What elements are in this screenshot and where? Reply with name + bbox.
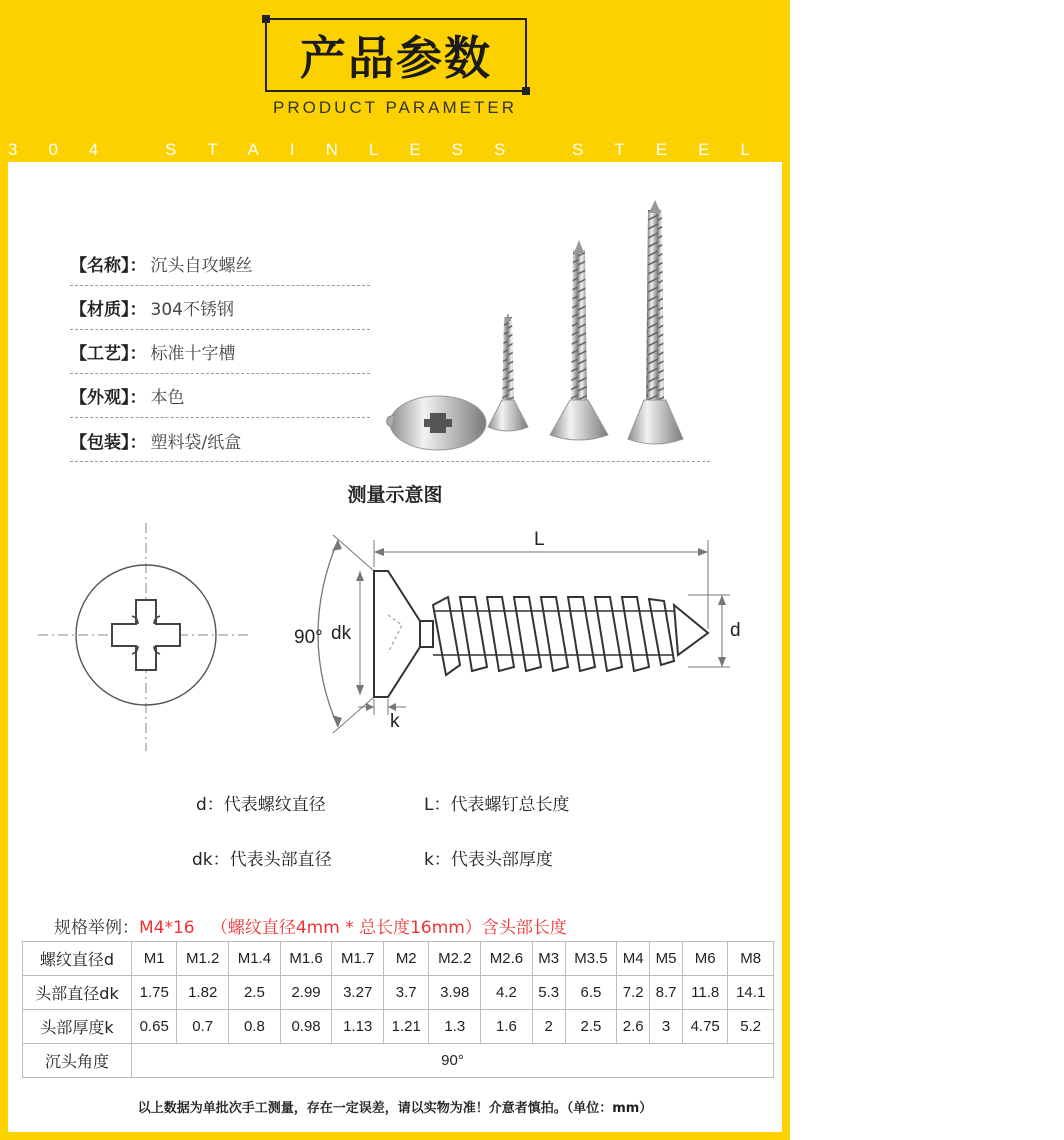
screw-head-side (374, 571, 420, 697)
property-key: 【工艺】： (70, 344, 147, 364)
d-label: d (730, 620, 741, 641)
title-box (265, 18, 527, 92)
table-cell: M6 (682, 942, 727, 976)
table-cell: 11.8 (682, 976, 727, 1010)
table-cell: M3.5 (565, 942, 617, 976)
table-cell: 2.5 (565, 1010, 617, 1044)
property-row (70, 418, 370, 462)
table-cell: 3 (650, 1010, 683, 1044)
property-row (70, 330, 370, 374)
legend-L: L：代表螺钉总长度 (424, 795, 570, 815)
table-cell: 4.75 (682, 1010, 727, 1044)
table-cell: 4.2 (481, 976, 533, 1010)
table-cell: 2.5 (229, 976, 281, 1010)
table-cell: 5.2 (728, 1010, 774, 1044)
table-cell: M1.4 (229, 942, 281, 976)
table-cell: 0.65 (132, 1010, 177, 1044)
table-cell: 0.8 (229, 1010, 281, 1044)
angle-cell: 90° (132, 1044, 774, 1078)
spec-example-prefix: 规格举例： (54, 918, 139, 938)
table-cell: M1.7 (332, 942, 384, 976)
page-title: 产品参数 (300, 31, 492, 85)
table-cell: 1.13 (332, 1010, 384, 1044)
property-value: 沉头自攻螺丝 (150, 256, 253, 276)
cross-slot-icon (112, 600, 180, 670)
spec-example-note: （螺纹直径4mm * 总长度16mm）含头部长度 (210, 918, 567, 938)
table-cell: M2.2 (429, 942, 481, 976)
table-cell: 1.21 (384, 1010, 429, 1044)
screws-photo (378, 195, 708, 460)
table-cell: 2.6 (617, 1010, 650, 1044)
page-subtitle: PRODUCT PARAMETER (272, 98, 517, 117)
property-key: 【材质】： (70, 300, 147, 320)
spec-example (54, 913, 567, 938)
row-header: 螺纹直径d (23, 942, 132, 976)
measurement-diagram (28, 515, 748, 760)
table-cell: M1.2 (177, 942, 229, 976)
dk-label: dk (331, 623, 352, 644)
property-value: 304不锈钢 (150, 300, 234, 320)
property-value: 本色 (150, 388, 185, 408)
table-cell: 8.7 (650, 976, 683, 1010)
row-header: 头部直径dk (23, 976, 132, 1010)
table-cell: 2 (532, 1010, 565, 1044)
table-cell: 3.7 (384, 976, 429, 1010)
table-cell: M1.6 (280, 942, 332, 976)
legend-k: k：代表头部厚度 (424, 850, 553, 870)
spec-example-value: M4*16 (139, 918, 195, 938)
table-cell: 1.6 (481, 1010, 533, 1044)
table-cell: 1.75 (132, 976, 177, 1010)
row-header: 头部厚度k (23, 1010, 132, 1044)
table-cell: M3 (532, 942, 565, 976)
property-key: 【名称】： (70, 256, 147, 276)
table-cell: M2 (384, 942, 429, 976)
property-value: 塑料袋/纸盒 (150, 432, 242, 453)
table-cell: 1.3 (429, 1010, 481, 1044)
table-cell: 3.98 (429, 976, 481, 1010)
row-header: 沉头角度 (23, 1044, 132, 1078)
table-cell: M8 (728, 942, 774, 976)
table-row (23, 1010, 774, 1044)
spec-table (22, 941, 774, 1078)
table-row (23, 942, 774, 976)
property-row (70, 242, 370, 286)
thread-body (433, 597, 708, 675)
table-cell: M4 (617, 942, 650, 976)
angle-label: 90° (294, 627, 323, 648)
legend-d: d：代表螺纹直径 (196, 795, 326, 815)
diagram-title: 测量示意图 (347, 484, 443, 506)
table-cell: 3.27 (332, 976, 384, 1010)
footnote: 以上数据为单批次手工测量，存在一定误差，请以实物为准！介意者慎拍。（单位：mm） (137, 1101, 653, 1116)
property-key: 【外观】： (70, 388, 147, 408)
table-cell: 2.99 (280, 976, 332, 1010)
table-cell: 0.7 (177, 1010, 229, 1044)
table-row (23, 1044, 774, 1078)
L-label: L (534, 529, 545, 550)
series-text: 304 STAINLESS STEEL SERIES (8, 140, 1064, 159)
table-cell: 5.3 (532, 976, 565, 1010)
k-label: k (390, 711, 400, 732)
table-cell: 0.98 (280, 1010, 332, 1044)
table-cell: 14.1 (728, 976, 774, 1010)
table-cell: 1.82 (177, 976, 229, 1010)
legend-dk: dk：代表头部直径 (192, 850, 332, 870)
table-cell: 6.5 (565, 976, 617, 1010)
property-value: 标准十字槽 (150, 344, 236, 364)
table-row (23, 976, 774, 1010)
property-key: 【包装】： (70, 432, 147, 453)
table-cell: M5 (650, 942, 683, 976)
divider (70, 461, 710, 462)
property-list (70, 242, 370, 462)
header-banner (8, 0, 1064, 162)
property-row (70, 286, 370, 330)
table-cell: 7.2 (617, 976, 650, 1010)
table-cell: M2.6 (481, 942, 533, 976)
table-cell: M1 (132, 942, 177, 976)
property-row (70, 374, 370, 418)
